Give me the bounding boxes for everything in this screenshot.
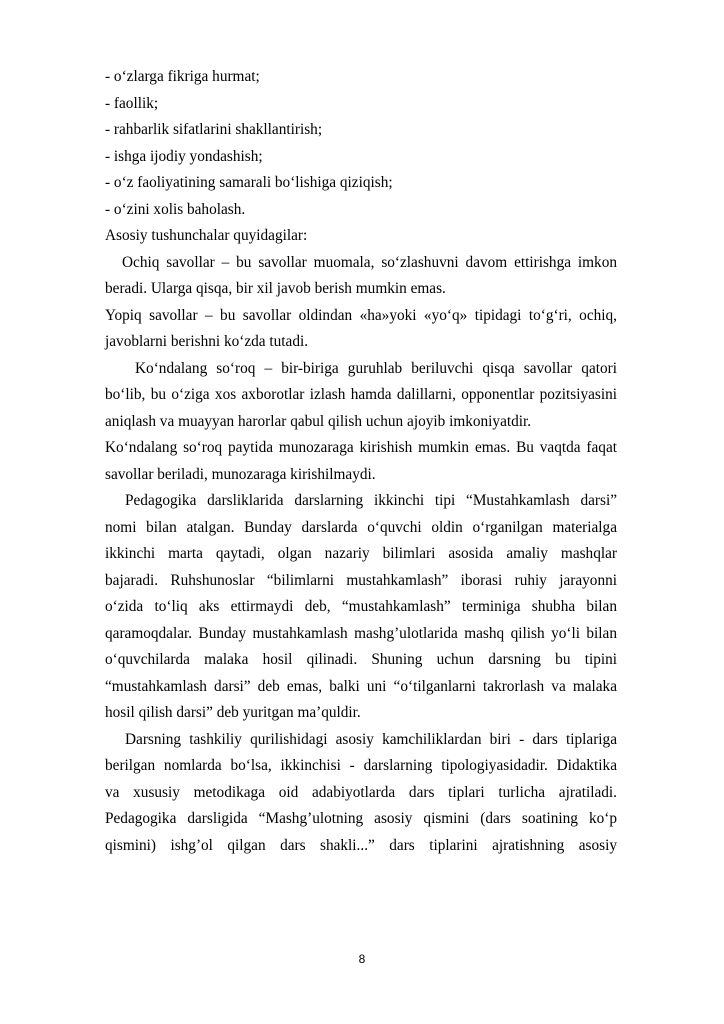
paragraph-line: Yopiq savollar – bu savollar oldindan «ha»yoki «yo‘q» tipidagi to‘g‘ri, ochiq, [105, 306, 617, 324]
paragraph-line: qismini) ishg’ol qilgan dars shakli...” dars tiplarini ajratishning asosiy [105, 836, 617, 854]
paragraph-line: qaramoqdalar. Bunday mustahkamlash mashg’ulotlarida mashq qilish yo‘li bilan [105, 624, 617, 642]
paragraph-line: va xususiy metodikaga oid adabiyotlarda dars tiplari turlicha ajratiladi. [105, 783, 617, 801]
paragraph-line: savollar beriladi, munozaraga kirishilmaydi. [105, 465, 376, 483]
bullet-item: - rahbarlik sifatlarini shakllantirish; [105, 121, 323, 138]
page-body [105, 64, 617, 859]
page-number: 8 [358, 952, 366, 966]
bullet-item: - ishga ijodiy yondashish; [105, 147, 263, 165]
paragraph-line: beradi. Ularga qisqa, bir xil javob berish mumkin emas. [105, 280, 446, 297]
paragraph-line: aniqlash va muayyan harorlar qabul qilish uchun ajoyib imkoniyatdir. [105, 412, 532, 430]
paragraph-line: “mustahkamlash darsi” deb emas, balki uni “o‘tilganlarni takrorlash va malaka [105, 677, 617, 695]
paragraph-line: Darsning tashkiliy qurilishidagi asosiy kamchiliklardan biri - dars tiplariga [125, 730, 617, 748]
bullet-item: - faollik; [105, 94, 159, 112]
paragraph-line: o‘zida to‘liq aks ettirmaydi deb, “mustahkamlash” terminiga shubha bilan [105, 598, 617, 615]
paragraph-line: Pedagogika darsliklarida darslarning ikkinchi tipi “Mustahkamlash darsi” [125, 492, 617, 509]
bullet-item: - o‘z faoliyatining samarali bo‘lishiga qiziqish; [105, 174, 393, 191]
section-heading: Asosiy tushunchalar quyidagilar: [105, 227, 308, 244]
paragraph-line: javoblarni berishni ko‘zda tutadi. [105, 333, 309, 350]
bullet-item: - o‘zlarga fikriga hurmat; [105, 68, 260, 85]
paragraph-line: Ko‘ndalang so‘roq paytida munozaraga kirishish mumkin emas. Bu vaqtda faqat [105, 439, 617, 456]
paragraph-line: hosil qilish darsi” deb yuritgan ma’quldir. [105, 704, 361, 721]
paragraph-line: o‘quvchilarda malaka hosil qilinadi. Shuning uchun darsning bu tipini [105, 651, 617, 668]
paragraph-line: ikkinchi marta qaytadi, olgan nazariy bilimlari asosida amaliy mashqlar [105, 545, 617, 562]
paragraph-line: nomi bilan atalgan. Bunday darslarda o‘quvchi oldin o‘rganilgan materialga [105, 518, 617, 536]
paragraph-line: berilgan nomlarda bo‘lsa, ikkinchisi - darslarning tipologiyasidadir. Didaktika [105, 757, 617, 774]
paragraph-line: Pedagogika darsligida “Mashg’ulotning asosiy qismini (dars soatining ko‘p [105, 810, 617, 827]
paragraph-line: Ochiq savollar – bu savollar muomala, so‘zlashuvni davom ettirishga imkon [122, 253, 617, 271]
paragraph-line: Ko‘ndalang so‘roq – bir-biriga guruhlab beriluvchi qisqa savollar qatori [135, 359, 617, 377]
paragraph-line: bo‘lib, bu o‘ziga xos axborotlar izlash hamda dalillarni, opponentlar pozitsiyasini [105, 386, 617, 403]
bullet-item: - o‘zini xolis baholash. [105, 200, 246, 218]
paragraph-line: bajaradi. Ruhshunoslar “bilimlarni mustahkamlash” iborasi ruhiy jarayonni [105, 571, 617, 589]
